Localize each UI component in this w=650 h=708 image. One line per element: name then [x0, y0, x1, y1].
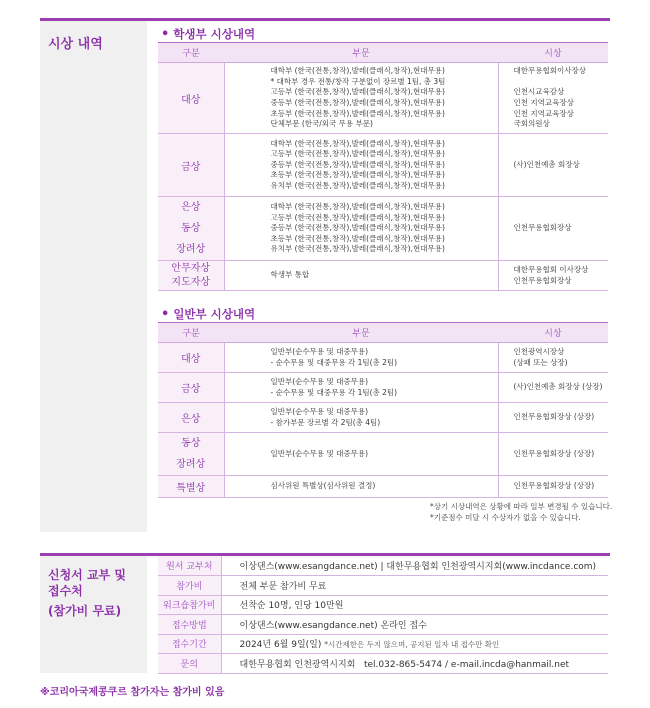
info-value: 이상댄스(www.esangdance.net) | 대한무용협회 인천광역시지회(www.incdance.com) — [221, 556, 608, 576]
table-row — [158, 403, 608, 433]
table-header-row — [158, 323, 608, 343]
division-line: 대학부 (한국(전통,창작),발레(클래식,창작),현대무용) — [270, 138, 445, 148]
table-row — [158, 433, 608, 476]
category-label: 동상 — [181, 223, 201, 234]
note-line: *기준점수 미달 시 수상자가 없을 수 있습니다. — [430, 513, 581, 522]
category-label: 안무자상 — [171, 262, 211, 274]
table-row — [158, 476, 608, 498]
table-row — [158, 261, 608, 291]
bullet-icon: • — [161, 307, 170, 322]
division-line: 심사위원 특별상(심사위원 결정) — [270, 481, 376, 491]
title-line: 신청서 교부 및 — [48, 568, 126, 582]
category-label: 금상 — [181, 161, 201, 173]
prize-line: 인천무용협회장상 (상장) — [513, 412, 595, 422]
category-label: 장려상 — [176, 459, 206, 470]
division-cell — [224, 134, 498, 197]
info-value: 전체 부문 참가비 무료 — [221, 576, 608, 596]
bullet-icon: • — [161, 27, 170, 42]
division-line: * 대학부 경우 전통/창작 구분없이 장르별 1팀, 총 3팀 — [270, 76, 446, 86]
header-category: 구분 — [158, 43, 224, 63]
division-line: 일반부(순수무용 및 대중무용) — [270, 448, 369, 458]
general-heading-text: 일반부 시상내역 — [173, 307, 256, 321]
division-line: 유치부 (한국(전통,창작),발레(클래식,창작),현대무용) — [270, 244, 445, 254]
category-cell — [158, 63, 224, 134]
application-section-title — [48, 567, 126, 619]
prize-line: 인천무용협회장상 (상장) — [513, 448, 595, 458]
prize-line: (사)인천예총 회장상 (상장) — [513, 382, 603, 392]
prize-cell — [498, 343, 608, 373]
student-heading-text: 학생부 시상내역 — [173, 27, 256, 41]
category-cell — [158, 261, 224, 291]
table-header-row — [158, 43, 608, 63]
info-label: 참가비 — [158, 576, 221, 596]
prize-cell — [498, 476, 608, 498]
student-awards-heading — [161, 26, 255, 42]
prize-cell — [498, 403, 608, 433]
prize-cell — [498, 197, 608, 261]
division-line: 일반부(순수무용 및 대중무용) — [270, 406, 369, 416]
category-cell — [158, 343, 224, 373]
category-label: 대상 — [181, 354, 201, 365]
deadline-value: 2024년 6월 9일(일) — [239, 640, 322, 651]
info-row — [158, 615, 608, 635]
division-line: 초등부 (한국(전통,창작),발레(클래식,창작),현대무용) — [270, 170, 445, 180]
header-prize: 시상 — [498, 43, 608, 63]
division-line: 중등부 (한국(전통,창작),발레(클래식,창작),현대무용) — [270, 98, 445, 107]
general-awards-table — [158, 322, 608, 498]
info-label: 접수기간 — [158, 634, 221, 654]
prize-cell — [498, 134, 608, 197]
student-awards-table — [158, 42, 608, 291]
category-label: 지도자상 — [171, 276, 211, 288]
info-label: 접수방법 — [158, 615, 221, 635]
division-line: - 순수무용 및 대중무용 각 1팀(총 2팀) — [270, 387, 398, 397]
prize-line: 국회의원상 — [513, 119, 550, 129]
header-division: 부문 — [224, 43, 498, 63]
division-line: 학생부 통합 — [270, 270, 310, 280]
prize-line: 인천광역시장상 — [513, 346, 565, 356]
category-cell — [158, 433, 224, 476]
prize-line: 인천 지역교육장상 — [513, 98, 574, 107]
division-line: 단체부문 (한국/외국 무용 부문) — [270, 119, 373, 129]
division-line: 중등부 (한국(전통,창작),발레(클래식,창작),현대무용) — [270, 223, 445, 233]
division-cell — [224, 403, 498, 433]
division-line: 일반부(순수무용 및 대중무용) — [270, 376, 369, 386]
table-row — [158, 373, 608, 403]
prize-line: (사)인천예총 회장상 — [513, 159, 580, 169]
application-info-table — [158, 556, 608, 674]
awards-section-title: 시상 내역 — [48, 37, 103, 52]
division-cell — [224, 433, 498, 476]
category-cell — [158, 134, 224, 197]
prize-cell — [498, 373, 608, 403]
division-cell — [224, 261, 498, 291]
category-label: 특별상 — [176, 483, 206, 494]
deadline-note: *시간제한은 두지 않으며, 공지된 일자 내 접수만 확인 — [324, 640, 500, 650]
prize-line: 인천무용협회장상 (상장) — [513, 481, 595, 491]
category-label: 금상 — [181, 384, 201, 395]
prize-cell — [498, 261, 608, 291]
info-row — [158, 576, 608, 596]
division-cell — [224, 373, 498, 403]
division-cell — [224, 476, 498, 498]
awards-notes — [430, 501, 612, 523]
division-line: 초등부 (한국(전통,창작),발레(클래식,창작),현대무용) — [270, 233, 445, 243]
awards-sidebar — [40, 21, 147, 532]
division-line: 중등부 (한국(전통,창작),발레(클래식,창작),현대무용) — [270, 159, 445, 169]
category-label: 장려상 — [176, 244, 206, 255]
info-row — [158, 654, 608, 674]
category-label: 대상 — [181, 94, 201, 106]
table-row — [158, 197, 608, 261]
division-line: 대학부 (한국(전통,창작),발레(클래식,창작),현대무용) — [270, 66, 445, 76]
info-value: 이상댄스(www.esangdance.net) 온라인 접수 — [221, 615, 608, 635]
info-value: 대한무용협회 인천광역시지회 tel.032-865-5474 / e-mail.incda@hanmail.net — [221, 654, 608, 674]
prize-cell — [498, 433, 608, 476]
title-line: (참가비 무료) — [48, 604, 122, 618]
category-label: 은상 — [181, 414, 201, 425]
division-line: - 순수무용 및 대중무용 각 1팀(총 2팀) — [270, 357, 398, 367]
division-line: 초등부 (한국(전통,창작),발레(클래식,창작),현대무용) — [270, 108, 445, 118]
note-line: *상기 시상내역은 상황에 따라 일부 변경될 수 있습니다. — [430, 502, 613, 511]
general-awards-heading — [161, 306, 255, 322]
prize-line: 대한무용협회이사장상 — [513, 66, 586, 76]
prize-line: 대한무용협회 이사장상 — [513, 264, 589, 274]
prize-cell — [498, 63, 608, 134]
info-row — [158, 634, 608, 654]
category-cell — [158, 373, 224, 403]
info-label: 원서 교부처 — [158, 556, 221, 576]
division-line: 고등부 (한국(전통,창작),발레(클래식,창작),현대무용) — [270, 149, 445, 159]
title-line: 접수처 — [48, 584, 83, 598]
division-line: 유치부 (한국(전통,창작),발레(클래식,창작),현대무용) — [270, 180, 445, 190]
info-value — [221, 634, 608, 654]
division-line: 고등부 (한국(전통,창작),발레(클래식,창작),현대무용) — [270, 87, 445, 97]
header-category: 구분 — [158, 323, 224, 343]
header-prize: 시상 — [498, 323, 608, 343]
prize-line: 인천 지역교육장상 — [513, 108, 574, 118]
prize-line: 인천무용협회장상 — [513, 223, 572, 233]
table-row — [158, 63, 608, 134]
category-label: 은상 — [181, 202, 201, 213]
header-division: 부문 — [224, 323, 498, 343]
info-row — [158, 556, 608, 576]
prize-line — [514, 77, 609, 88]
table-row — [158, 343, 608, 373]
division-cell — [224, 197, 498, 261]
category-label: 동상 — [181, 438, 201, 449]
division-line: 일반부(순수무용 및 대중무용) — [270, 346, 369, 356]
table-row — [158, 134, 608, 197]
category-cell — [158, 476, 224, 498]
prize-line: (상패 또는 상장) — [513, 357, 568, 367]
prize-line: 인천시교육감상 — [513, 87, 565, 97]
division-line: 대학부 (한국(전통,창작),발레(클래식,창작),현대무용) — [270, 202, 445, 212]
category-cell — [158, 403, 224, 433]
division-line: - 참가부문 장르별 각 2팀(총 4팀) — [270, 417, 381, 427]
info-value: 선착순 10명, 인당 10만원 — [221, 595, 608, 615]
division-cell — [224, 63, 498, 134]
entry-fee-footnote: ※코리아국제콩쿠르 참가자는 참가비 있음 — [40, 687, 225, 698]
division-line: 고등부 (한국(전통,창작),발레(클래식,창작),현대무용) — [270, 212, 445, 222]
info-label: 워크숍참가비 — [158, 595, 221, 615]
info-label: 문의 — [158, 654, 221, 674]
info-row — [158, 595, 608, 615]
division-cell — [224, 343, 498, 373]
category-cell — [158, 197, 224, 261]
prize-line: 인천무용협회장상 — [513, 275, 572, 285]
